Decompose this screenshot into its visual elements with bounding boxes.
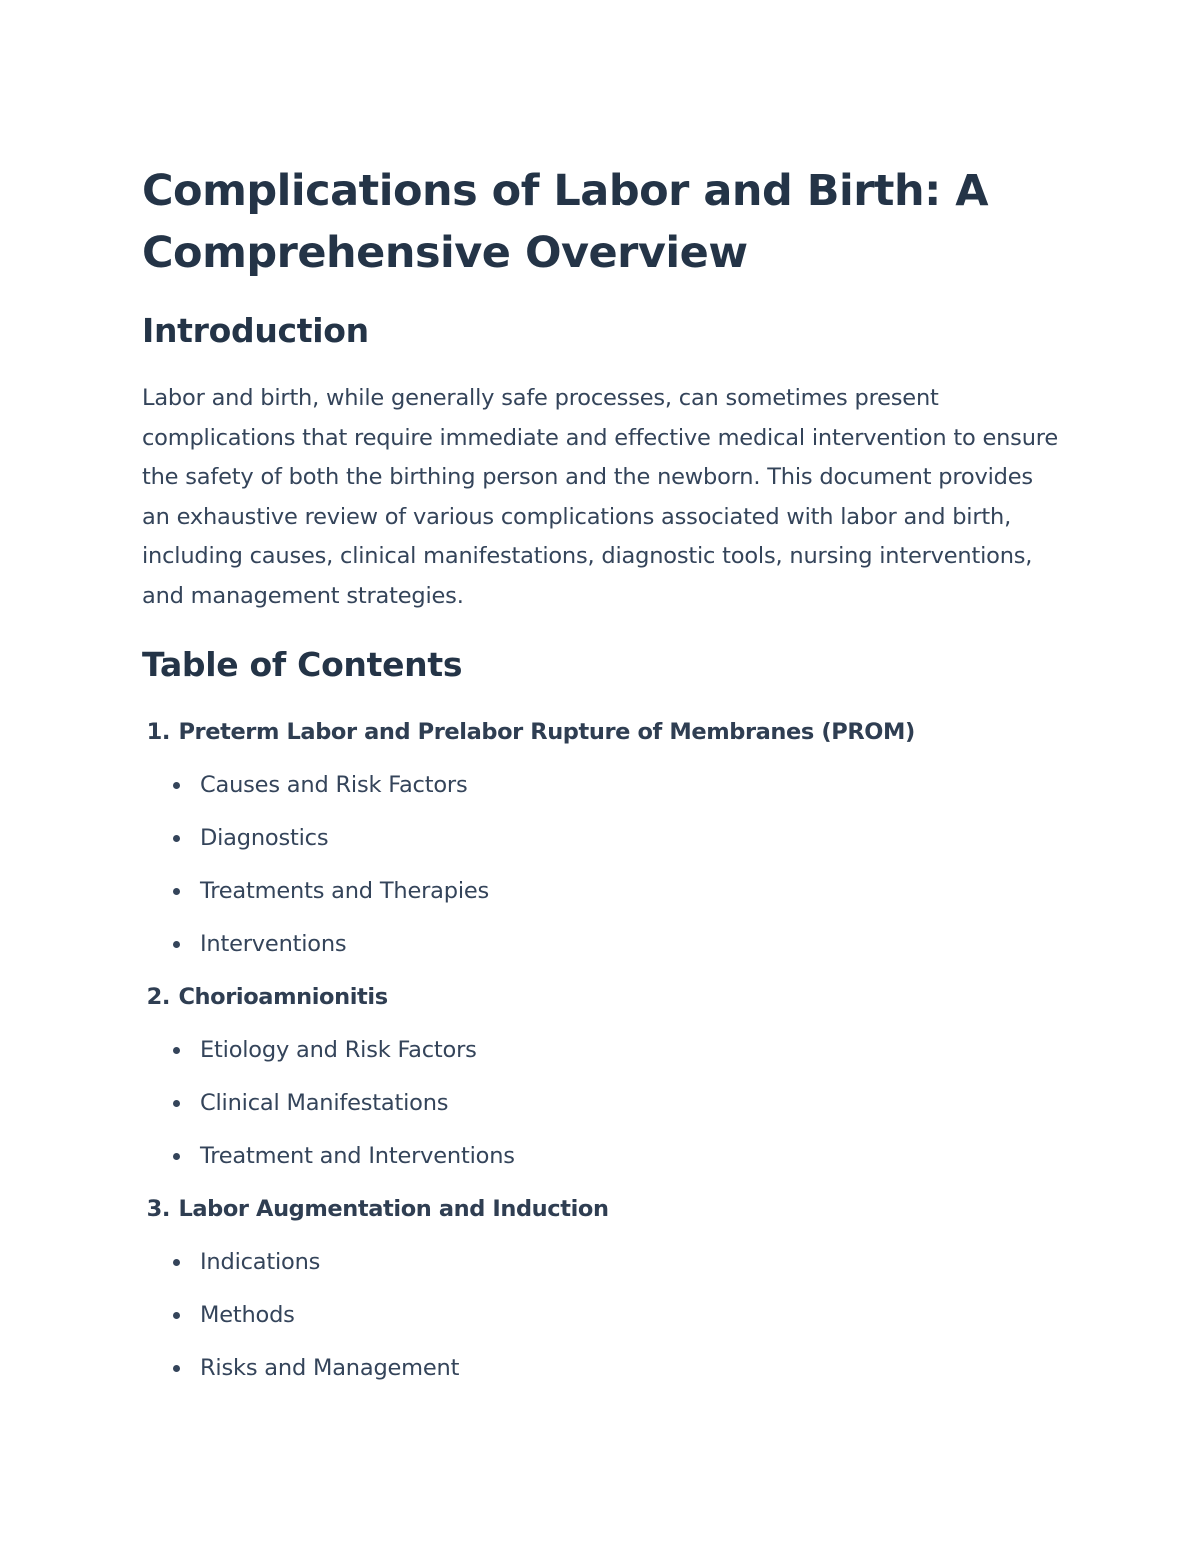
toc-subitem	[142, 1289, 1062, 1342]
toc-item-title	[142, 971, 1062, 1024]
toc-subitem-label: Risks and Management	[200, 1355, 460, 1382]
toc-heading: Table of Contents	[142, 644, 463, 684]
bullet-icon	[173, 1100, 180, 1107]
toc-subitem-label: Clinical Manifestations	[200, 1090, 449, 1117]
toc-subitem-label: Interventions	[200, 931, 347, 958]
toc-sublist	[142, 1024, 1062, 1183]
toc-subitem	[142, 918, 1062, 971]
bullet-icon	[173, 941, 180, 948]
toc-subitem-label: Treatment and Interventions	[200, 1143, 515, 1170]
toc-item-preterm-labor	[142, 706, 1062, 971]
toc-subitem-label: Methods	[200, 1302, 295, 1329]
toc-item-number: 3.	[146, 1196, 170, 1223]
toc-item-label: Preterm Labor and Prelabor Rupture of Membranes (PROM)	[178, 719, 915, 746]
toc-subitem	[142, 1024, 1062, 1077]
toc-subitem	[142, 865, 1062, 918]
toc-item-number: 2.	[146, 984, 170, 1011]
bullet-icon	[173, 1047, 180, 1054]
toc-item-labor-augmentation	[142, 1183, 1062, 1395]
toc-subitem	[142, 1236, 1062, 1289]
toc-subitem-label: Causes and Risk Factors	[200, 772, 468, 799]
toc-sublist	[142, 1236, 1062, 1395]
bullet-icon	[173, 888, 180, 895]
bullet-icon	[173, 1365, 180, 1372]
toc-subitem-label: Etiology and Risk Factors	[200, 1037, 477, 1064]
bullet-icon	[173, 1259, 180, 1266]
toc-subitem	[142, 1342, 1062, 1395]
toc-item-title	[142, 1183, 1062, 1236]
toc-subitem	[142, 759, 1062, 812]
document-title: Complications of Labor and Birth: A Comprehensive Overview	[142, 166, 989, 278]
toc-item-title	[142, 706, 1062, 759]
toc-subitem-label: Indications	[200, 1249, 321, 1276]
toc-subitem	[142, 1130, 1062, 1183]
toc-subitem	[142, 812, 1062, 865]
toc-item-chorioamnionitis	[142, 971, 1062, 1183]
toc-sublist	[142, 759, 1062, 971]
toc-subitem-label: Treatments and Therapies	[200, 878, 490, 905]
document-page	[142, 160, 1062, 1395]
bullet-icon	[173, 835, 180, 842]
toc-item-label: Chorioamnionitis	[178, 984, 388, 1011]
toc-item-label: Labor Augmentation and Induction	[178, 1196, 609, 1223]
bullet-icon	[173, 782, 180, 789]
bullet-icon	[173, 1153, 180, 1160]
bullet-icon	[173, 1312, 180, 1319]
introduction-heading: Introduction	[142, 311, 369, 350]
introduction-paragraph: Labor and birth, while generally safe processes, can sometimes present complications that require immediate and effective medical intervention to ensure the safety of both the birthing person and the newborn. This document provides an exhaustive review of various complications associated with labor and birth, including causes, clinical manifestations, diagnostic tools, nursing interventions, and management strategies.	[142, 385, 1058, 609]
toc-item-number: 1.	[146, 719, 170, 746]
table-of-contents	[142, 706, 1062, 1395]
toc-subitem-label: Diagnostics	[200, 825, 329, 852]
toc-subitem	[142, 1077, 1062, 1130]
